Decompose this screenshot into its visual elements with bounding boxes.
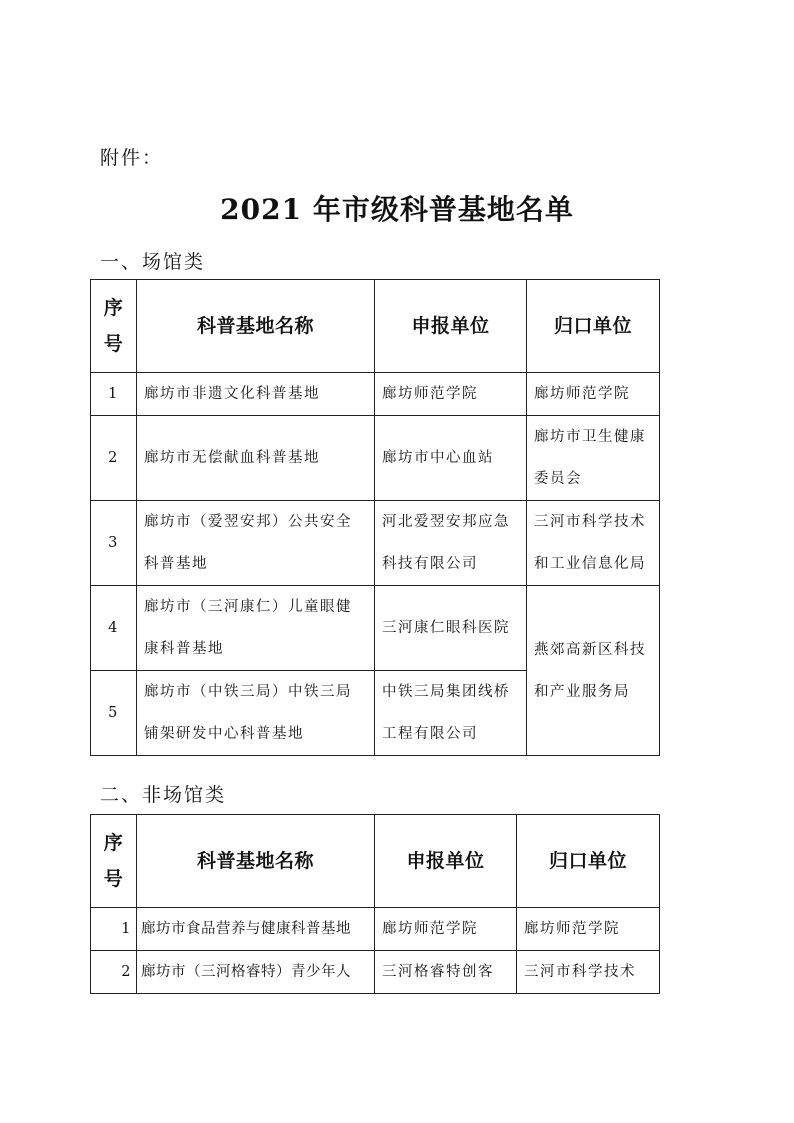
row-number: 1 bbox=[91, 908, 137, 951]
header-name: 科普基地名称 bbox=[137, 280, 375, 373]
header-seq: 序 号 bbox=[91, 280, 137, 373]
table-row bbox=[91, 951, 660, 994]
header-seq: 序 号 bbox=[91, 815, 137, 908]
applicant-unit: 三河康仁眼科医院 bbox=[375, 586, 527, 671]
base-name: 廊坊市无偿献血科普基地 bbox=[137, 416, 375, 501]
row-number: 2 bbox=[91, 951, 137, 994]
applicant-unit: 三河格睿特创客 bbox=[375, 951, 517, 994]
base-name: 廊坊市（爱翌安邦）公共安全科普基地 bbox=[137, 501, 375, 586]
venue-table bbox=[90, 279, 660, 756]
table-row bbox=[91, 586, 660, 671]
row-number: 4 bbox=[91, 586, 137, 671]
header-unit: 申报单位 bbox=[375, 280, 527, 373]
supervising-dept: 三河市科学技术和工业信息化局 bbox=[527, 501, 660, 586]
base-name: 廊坊市食品营养与健康科普基地 bbox=[137, 908, 375, 951]
attachment-label: 附件： bbox=[100, 147, 164, 169]
supervising-dept: 廊坊市卫生健康委员会 bbox=[527, 416, 660, 501]
table-row bbox=[91, 373, 660, 416]
table-header-row bbox=[91, 815, 660, 908]
document-title: 2021 年市级科普基地名单 bbox=[220, 193, 574, 226]
row-number: 5 bbox=[91, 671, 137, 756]
table-header-row bbox=[91, 280, 660, 373]
applicant-unit: 廊坊师范学院 bbox=[375, 373, 527, 416]
applicant-unit: 廊坊师范学院 bbox=[375, 908, 517, 951]
supervising-dept: 廊坊师范学院 bbox=[527, 373, 660, 416]
table-row bbox=[91, 416, 660, 501]
header-name: 科普基地名称 bbox=[137, 815, 375, 908]
non-venue-table bbox=[90, 814, 660, 994]
header-dept: 归口单位 bbox=[517, 815, 660, 908]
supervising-dept: 燕郊高新区科技和产业服务局 bbox=[527, 586, 660, 756]
base-name: 廊坊市非遗文化科普基地 bbox=[137, 373, 375, 416]
supervising-dept: 廊坊师范学院 bbox=[517, 908, 660, 951]
row-number: 2 bbox=[91, 416, 137, 501]
table-row bbox=[91, 908, 660, 951]
table-row bbox=[91, 501, 660, 586]
base-name: 廊坊市（三河格睿特）青少年人 bbox=[137, 951, 375, 994]
header-unit: 申报单位 bbox=[375, 815, 517, 908]
applicant-unit: 中铁三局集团线桥工程有限公司 bbox=[375, 671, 527, 756]
base-name: 廊坊市（中铁三局）中铁三局铺架研发中心科普基地 bbox=[137, 671, 375, 756]
header-dept: 归口单位 bbox=[527, 280, 660, 373]
applicant-unit: 河北爱翌安邦应急科技有限公司 bbox=[375, 501, 527, 586]
applicant-unit: 廊坊市中心血站 bbox=[375, 416, 527, 501]
row-number: 3 bbox=[91, 501, 137, 586]
base-name: 廊坊市（三河康仁）儿童眼健康科普基地 bbox=[137, 586, 375, 671]
section-heading-venue: 一、场馆类 bbox=[100, 251, 206, 273]
section-heading-non-venue: 二、非场馆类 bbox=[100, 784, 227, 806]
row-number: 1 bbox=[91, 373, 137, 416]
supervising-dept: 三河市科学技术 bbox=[517, 951, 660, 994]
